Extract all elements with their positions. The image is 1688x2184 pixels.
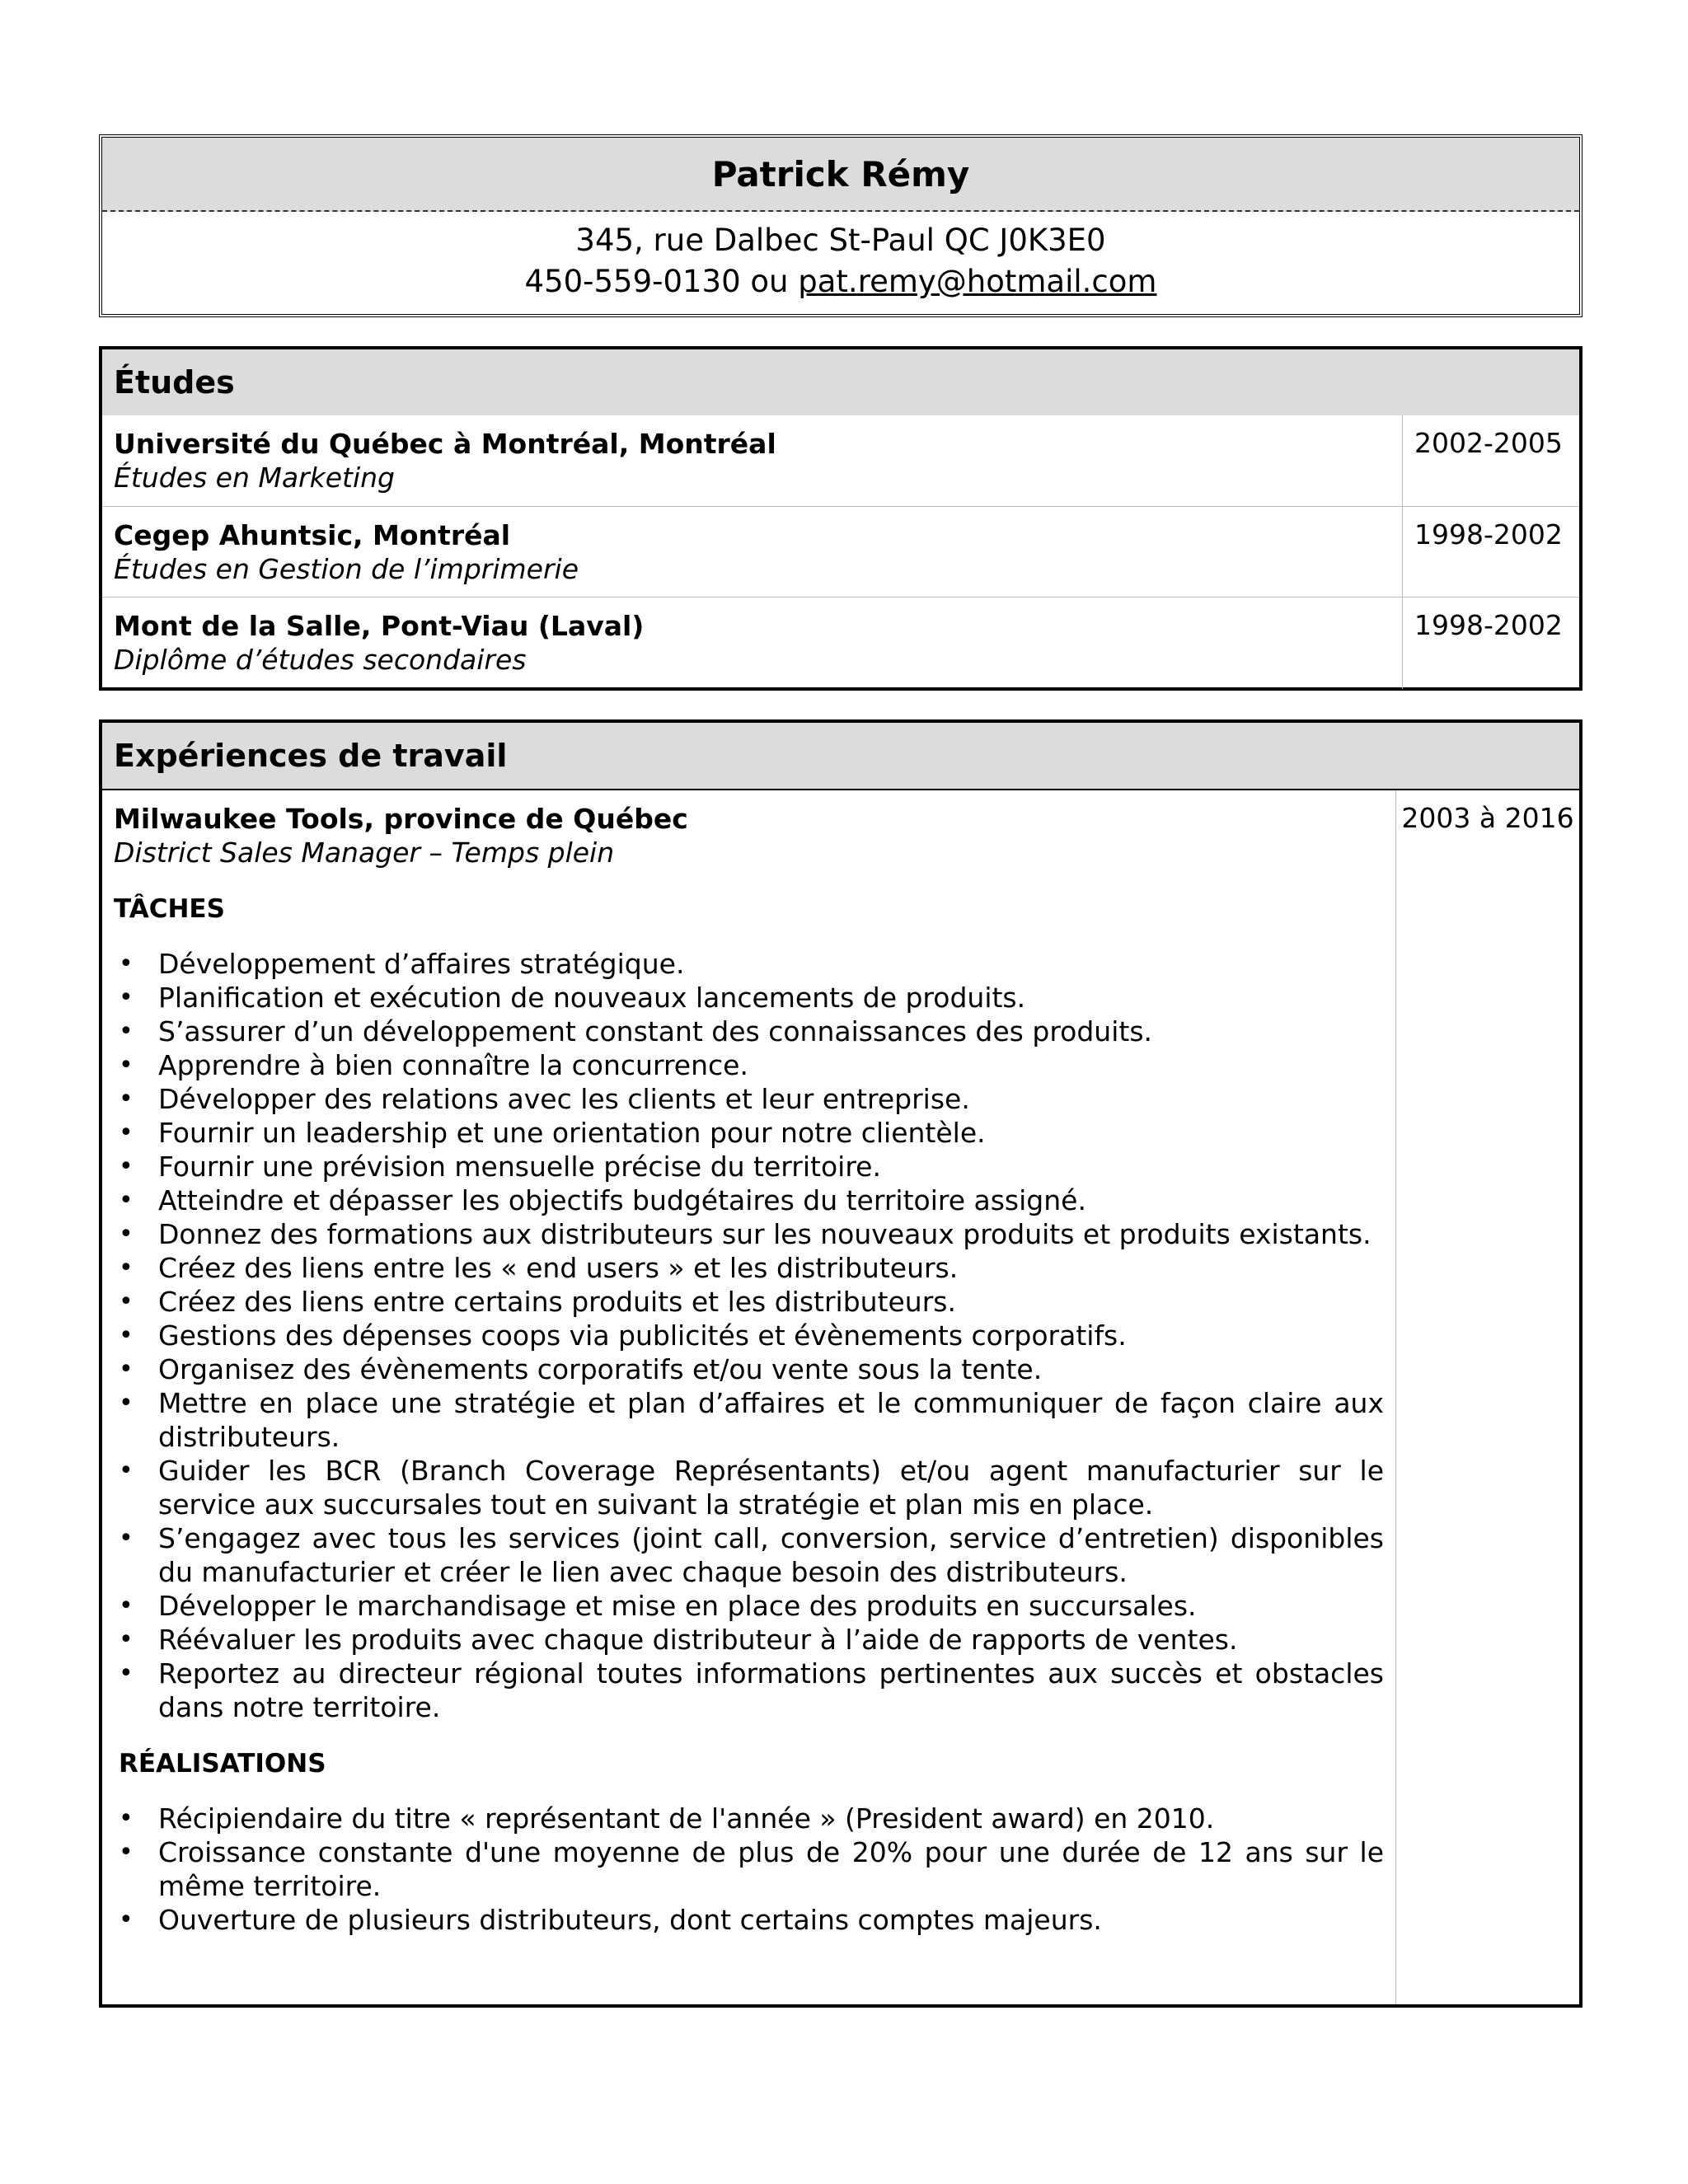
task-item: • Apprendre à bien connaître la concurrence. [114,1048,1384,1082]
program: Études en Gestion de l’imprimerie [114,553,579,585]
phone-email-line [102,261,1579,302]
task-item: • Reportez au directeur régional toutes informations pertinentes aux succès et obstacles dans notre territoire. [114,1657,1384,1724]
education-entry [102,415,1403,506]
task-item: • Développer des relations avec les clients et leur entreprise. [114,1082,1384,1116]
task-item: • Créez des liens entre certains produits et les distributeurs. [114,1285,1384,1319]
experience-title: Expériences de travail [102,723,1579,790]
task-item: • Créez des liens entre les « end users » et les distributeurs. [114,1251,1384,1285]
task-item: • Fournir un leadership et une orientation pour notre clientèle. [114,1116,1384,1150]
institution: Université du Québec à Montréal, Montréal [114,428,776,460]
email-link[interactable]: pat.remy@hotmail.com [798,264,1157,299]
institution: Cegep Ahuntsic, Montréal [114,519,511,551]
experience-section [99,719,1582,2008]
employer: Milwaukee Tools, province de Québec [114,803,688,835]
task-item: • Gestions des dépenses coops via publicités et évènements corporatifs. [114,1319,1384,1352]
candidate-name: Patrick Rémy [102,138,1579,212]
education-years: 1998-2002 [1414,609,1563,641]
task-item: • Guider les BCR (Branch Coverage Représentants) et/ou agent manufacturier sur le service aux succursales tout en suivant la stratégie et plan mis en place. [114,1454,1384,1521]
task-item: • Développement d’affaires stratégique. [114,947,1384,981]
task-item: • Réévaluer les produits avec chaque distributeur à l’aide de rapports de ventes. [114,1623,1384,1657]
tasks-list [114,947,1384,1724]
education-title: Études [102,349,1579,415]
achievement-item: • Croissance constante d'une moyenne de plus de 20% pour une durée de 12 ans sur le même territoire. [114,1835,1384,1903]
education-row [102,415,1579,506]
task-item: • Mettre en place une stratégie et plan d’affaires et le communiquer de façon claire aux distributeurs. [114,1386,1384,1454]
address: 345, rue Dalbec St-Paul QC J0K3E0 [575,223,1106,258]
experience-years: 2003 à 2016 [1401,802,1574,834]
or-text: ou [740,264,799,299]
education-row [102,506,1579,597]
education-row [102,597,1579,689]
program: Études en Marketing [114,462,395,494]
tasks-heading: TÂCHES [114,894,225,924]
task-item: • Atteindre et dépasser les objectifs budgétaires du territoire assigné. [114,1183,1384,1217]
task-item: • S’assurer d’un développement constant des connaissances des produits. [114,1015,1384,1048]
contact-block [102,212,1579,302]
task-item: • Développer le marchandisage et mise en place des produits en succursales. [114,1589,1384,1623]
header-box [99,134,1582,317]
education-years: 2002-2005 [1414,427,1563,459]
task-item: • Organisez des évènements corporatifs et/ou vente sous la tente. [114,1352,1384,1386]
achievement-item: • Récipiendaire du titre « représentant de l'année » (President award) en 2010. [114,1802,1384,1835]
phone: 450-559-0130 [524,264,741,299]
program: Diplôme d’études secondaires [114,644,527,676]
achievements-heading: RÉALISATIONS [119,1749,326,1779]
experience-body [102,790,1579,2004]
education-entry [102,598,1403,689]
task-item: • S’engagez avec tous les services (joint call, conversion, service d’entretien) disponibles du manufacturier et créer le lien avec chaque besoin des distributeurs. [114,1521,1384,1589]
experience-details [102,790,1396,2004]
institution: Mont de la Salle, Pont-Viau (Laval) [114,610,645,642]
achievements-list [114,1802,1384,1937]
job-role: District Sales Manager – Temps plein [114,837,615,869]
task-item: • Fournir une prévision mensuelle précise du territoire. [114,1150,1384,1183]
task-item: • Planification et exécution de nouveaux lancements de produits. [114,981,1384,1015]
achievement-item: • Ouverture de plusieurs distributeurs, dont certains comptes majeurs. [114,1903,1384,1937]
education-entry [102,507,1403,597]
education-years: 1998-2002 [1414,518,1563,551]
education-section [99,346,1582,691]
task-item: • Donnez des formations aux distributeurs sur les nouveaux produits et produits existants. [114,1217,1384,1251]
